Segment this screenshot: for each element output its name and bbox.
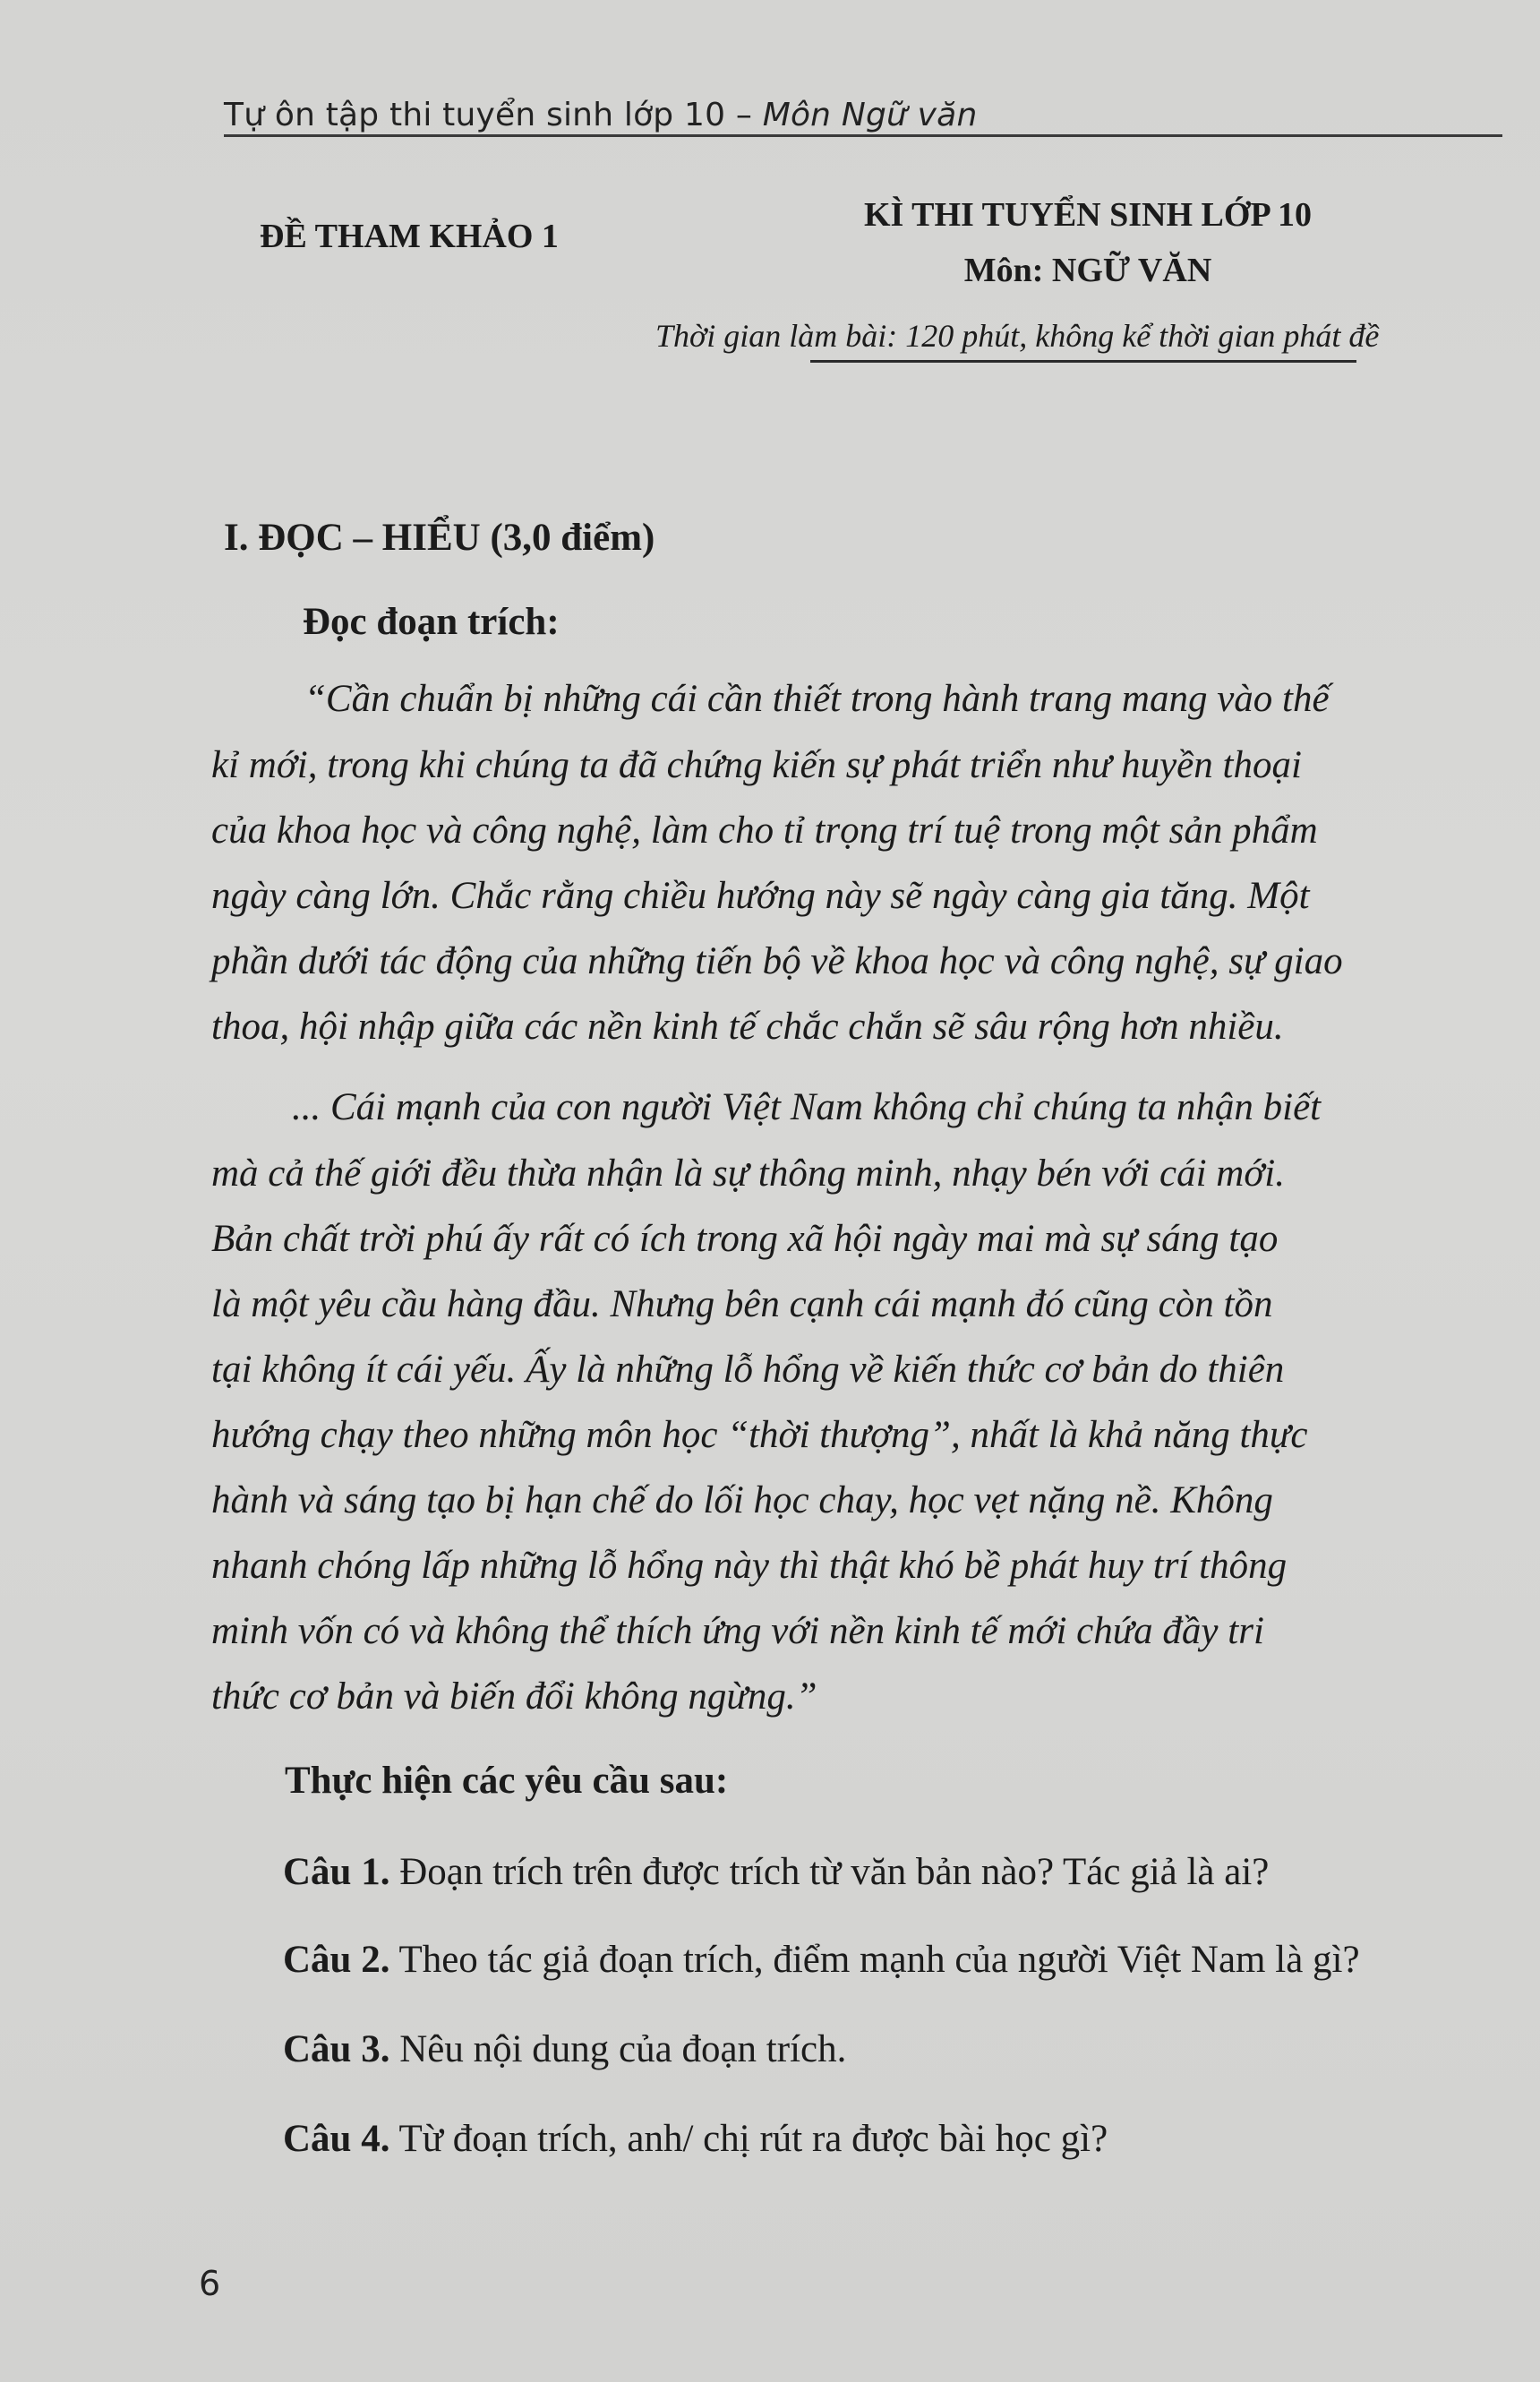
- passage-line: phần dưới tác động của những tiến bộ về khoa học và công nghệ, sự giao: [211, 940, 1343, 982]
- passage-line: hướng chạy theo những môn học “thời thượng”, nhất là khả năng thực: [211, 1414, 1308, 1456]
- header-rule: [224, 134, 1502, 137]
- passage-line: thức cơ bản và biến đổi không ngừng.”: [211, 1675, 817, 1718]
- passage-line: Bản chất trời phú ấy rất có ích trong xã hội ngày mai mà sự sáng tạo: [211, 1218, 1279, 1260]
- time-rule: [810, 360, 1356, 363]
- read-label: Đọc đoạn trích:: [303, 601, 560, 643]
- question-number: Câu 3.: [283, 2028, 390, 2070]
- passage-line: minh vốn có và không thể thích ứng với nền kinh tế mới chứa đầy tri: [211, 1610, 1264, 1652]
- question-text: Từ đoạn trích, anh/ chị rút ra được bài học gì?: [389, 2118, 1108, 2160]
- passage-line: “Cần chuẩn bị những cái cần thiết trong hành trang mang vào thế: [304, 678, 1330, 720]
- running-header: [224, 97, 977, 133]
- exam-time-note: Thời gian làm bài: 120 phút, không kể thời gian phát đề: [655, 318, 1380, 354]
- passage-line: của khoa học và công nghệ, làm cho tỉ trọng trí tuệ trong một sản phẩm: [211, 810, 1318, 852]
- question-2: [283, 1938, 1360, 1982]
- running-header-subject: Môn Ngữ văn: [762, 97, 978, 133]
- question-4: [283, 2117, 1108, 2161]
- question-number: Câu 2.: [283, 1939, 390, 1981]
- passage-line: là một yêu cầu hàng đầu. Nhưng bên cạnh cái mạnh đó cũng còn tồn: [211, 1283, 1273, 1325]
- question-3: [283, 2027, 846, 2071]
- question-1: [283, 1850, 1269, 1894]
- running-header-prefix: Tự ôn tập thi tuyển sinh lớp 10 –: [224, 97, 763, 133]
- passage-line: ngày càng lớn. Chắc rằng chiều hướng này sẽ ngày càng gia tăng. Một: [211, 875, 1310, 917]
- passage-line: thoa, hội nhập giữa các nền kinh tế chắc chắn sẽ sâu rộng hơn nhiều.: [211, 1006, 1284, 1048]
- passage-line: kỉ mới, trong khi chúng ta đã chứng kiến sự phát triển như huyền thoại: [211, 744, 1302, 786]
- passage-line: mà cả thế giới đều thừa nhận là sự thông minh, nhạy bén với cái mới.: [211, 1152, 1285, 1195]
- exam-subject: Môn: NGỮ VĂN: [963, 252, 1212, 289]
- passage-line: tại không ít cái yếu. Ấy là những lỗ hổng về kiến thức cơ bản do thiên: [211, 1349, 1285, 1391]
- question-text: Đoạn trích trên được trích từ văn bản nào? Tác giả là ai?: [389, 1851, 1270, 1893]
- exam-title: KÌ THI TUYỂN SINH LỚP 10: [863, 196, 1313, 234]
- passage-line: ... Cái mạnh của con người Việt Nam không chỉ chúng ta nhận biết: [292, 1086, 1322, 1128]
- passage-line: hành và sáng tạo bị hạn chế do lối học chay, học vẹt nặng nề. Không: [211, 1479, 1273, 1521]
- section-heading: I. ĐỌC – HIỂU (3,0 điểm): [224, 517, 655, 559]
- page-number: 6: [199, 2264, 221, 2303]
- question-text: Theo tác giả đoạn trích, điểm mạnh của người Việt Nam là gì?: [389, 1939, 1360, 1981]
- question-number: Câu 1.: [283, 1851, 390, 1893]
- tasks-label: Thực hiện các yêu cầu sau:: [285, 1760, 729, 1802]
- exam-reference: ĐỀ THAM KHẢO 1: [260, 218, 559, 255]
- question-number: Câu 4.: [283, 2118, 390, 2160]
- passage-line: nhanh chóng lấp những lỗ hổng này thì thật khó bề phát huy trí thông: [211, 1545, 1288, 1587]
- question-text: Nêu nội dung của đoạn trích.: [389, 2028, 847, 2070]
